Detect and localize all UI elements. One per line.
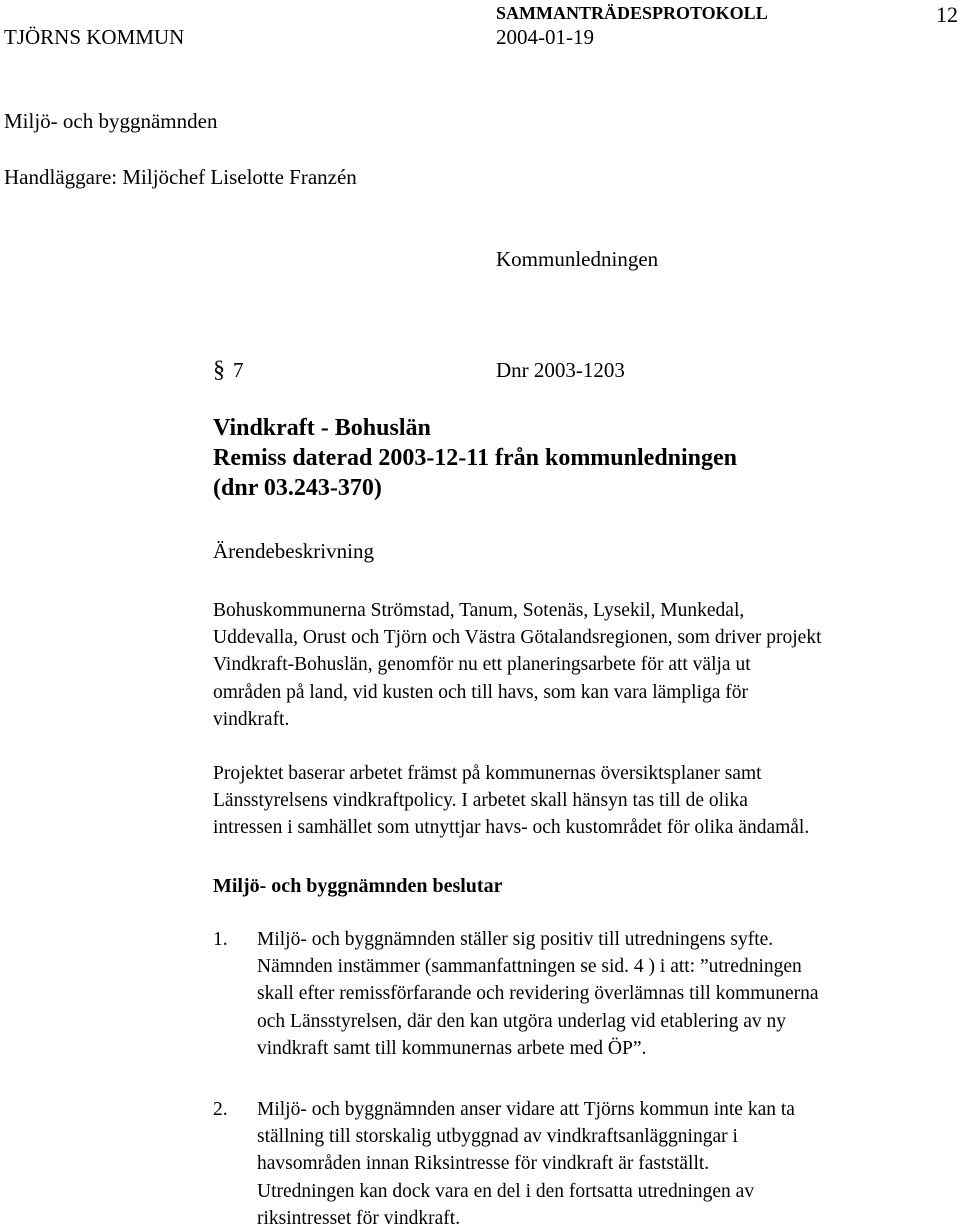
text-line: Uddevalla, Orust och Tjörn och Västra Götalandsregionen, som driver projekt bbox=[213, 627, 822, 649]
text-line: Vindkraft-Bohuslän, genomför nu ett planeringsarbete för att välja ut bbox=[213, 654, 751, 676]
text-line: områden på land, vid kusten och till havs, som kan vara lämpliga för bbox=[213, 681, 749, 703]
text-line: ställning till storskalig utbyggnad av vindkraftsanläggningar i bbox=[257, 1126, 738, 1148]
decision-item-number: 1. bbox=[213, 929, 228, 950]
text-line: intressen i samhället som utnyttjar havs- och kustområdet för olika ändamål. bbox=[213, 817, 810, 839]
text-line: Nämnden instämmer (sammanfattningen se sid. 4 ) i att: ”utredningen bbox=[257, 956, 802, 978]
case-title-line: (dnr 03.243-370) bbox=[213, 475, 382, 501]
committee-name: Miljö- och byggnämnden bbox=[4, 109, 218, 133]
case-title bbox=[213, 413, 737, 503]
text-line: vindkraft samt till kommunernas arbete med ÖP”. bbox=[257, 1037, 647, 1059]
case-title-line: Vindkraft - Bohuslän bbox=[213, 415, 431, 441]
case-handler: Handläggare: Miljöchef Liselotte Franzén bbox=[4, 165, 357, 189]
description-heading: Ärendebeskrivning bbox=[213, 539, 374, 563]
recipient: Kommunledningen bbox=[496, 247, 659, 271]
case-title-line: Remiss daterad 2003-12-11 från kommunledningen bbox=[213, 445, 738, 471]
text-line: Utredningen kan dock vara en del i den fortsatta utredningen av bbox=[257, 1180, 755, 1202]
decision-item-1 bbox=[257, 926, 819, 1062]
text-line: och Länsstyrelsen, där den kan utgöra underlag vid etablering av ny bbox=[257, 1010, 787, 1032]
protocol-label: SAMMANTRÄDESPROTOKOLL bbox=[496, 3, 768, 23]
text-line: skall efter remissförfarande och revidering överlämnas till kommunerna bbox=[257, 983, 819, 1005]
section-sign: § bbox=[213, 357, 225, 383]
decision-item-2 bbox=[257, 1096, 795, 1232]
text-line: Miljö- och byggnämnden ställer sig positiv till utredningens syfte. bbox=[257, 929, 774, 950]
text-line: vindkraft. bbox=[213, 708, 290, 730]
section-number: 7 bbox=[233, 358, 244, 382]
decision-item-number: 2. bbox=[213, 1099, 228, 1120]
description-paragraph-1 bbox=[213, 597, 822, 733]
meeting-date: 2004-01-19 bbox=[496, 25, 594, 49]
page-number: 12 bbox=[936, 2, 958, 27]
decision-heading: Miljö- och byggnämnden beslutar bbox=[213, 875, 503, 897]
description-paragraph-2 bbox=[213, 760, 809, 842]
text-line: riksintresset för vindkraft. bbox=[257, 1207, 461, 1229]
text-line: Projektet baserar arbetet främst på kommunernas översiktsplaner samt bbox=[213, 763, 762, 784]
municipality-name: TJÖRNS KOMMUN bbox=[4, 25, 185, 49]
text-line: havsområden innan Riksintresse för vindkraft är fastställt. bbox=[257, 1153, 710, 1175]
text-line: Bohuskommunerna Strömstad, Tanum, Sotenäs, Lysekil, Munkedal, bbox=[213, 600, 745, 621]
text-line: Länsstyrelsens vindkraftpolicy. I arbetet skall hänsyn tas till de olika bbox=[213, 790, 748, 812]
text-line: Miljö- och byggnämnden anser vidare att Tjörns kommun inte kan ta bbox=[257, 1099, 795, 1120]
diary-number: Dnr 2003-1203 bbox=[496, 358, 625, 382]
